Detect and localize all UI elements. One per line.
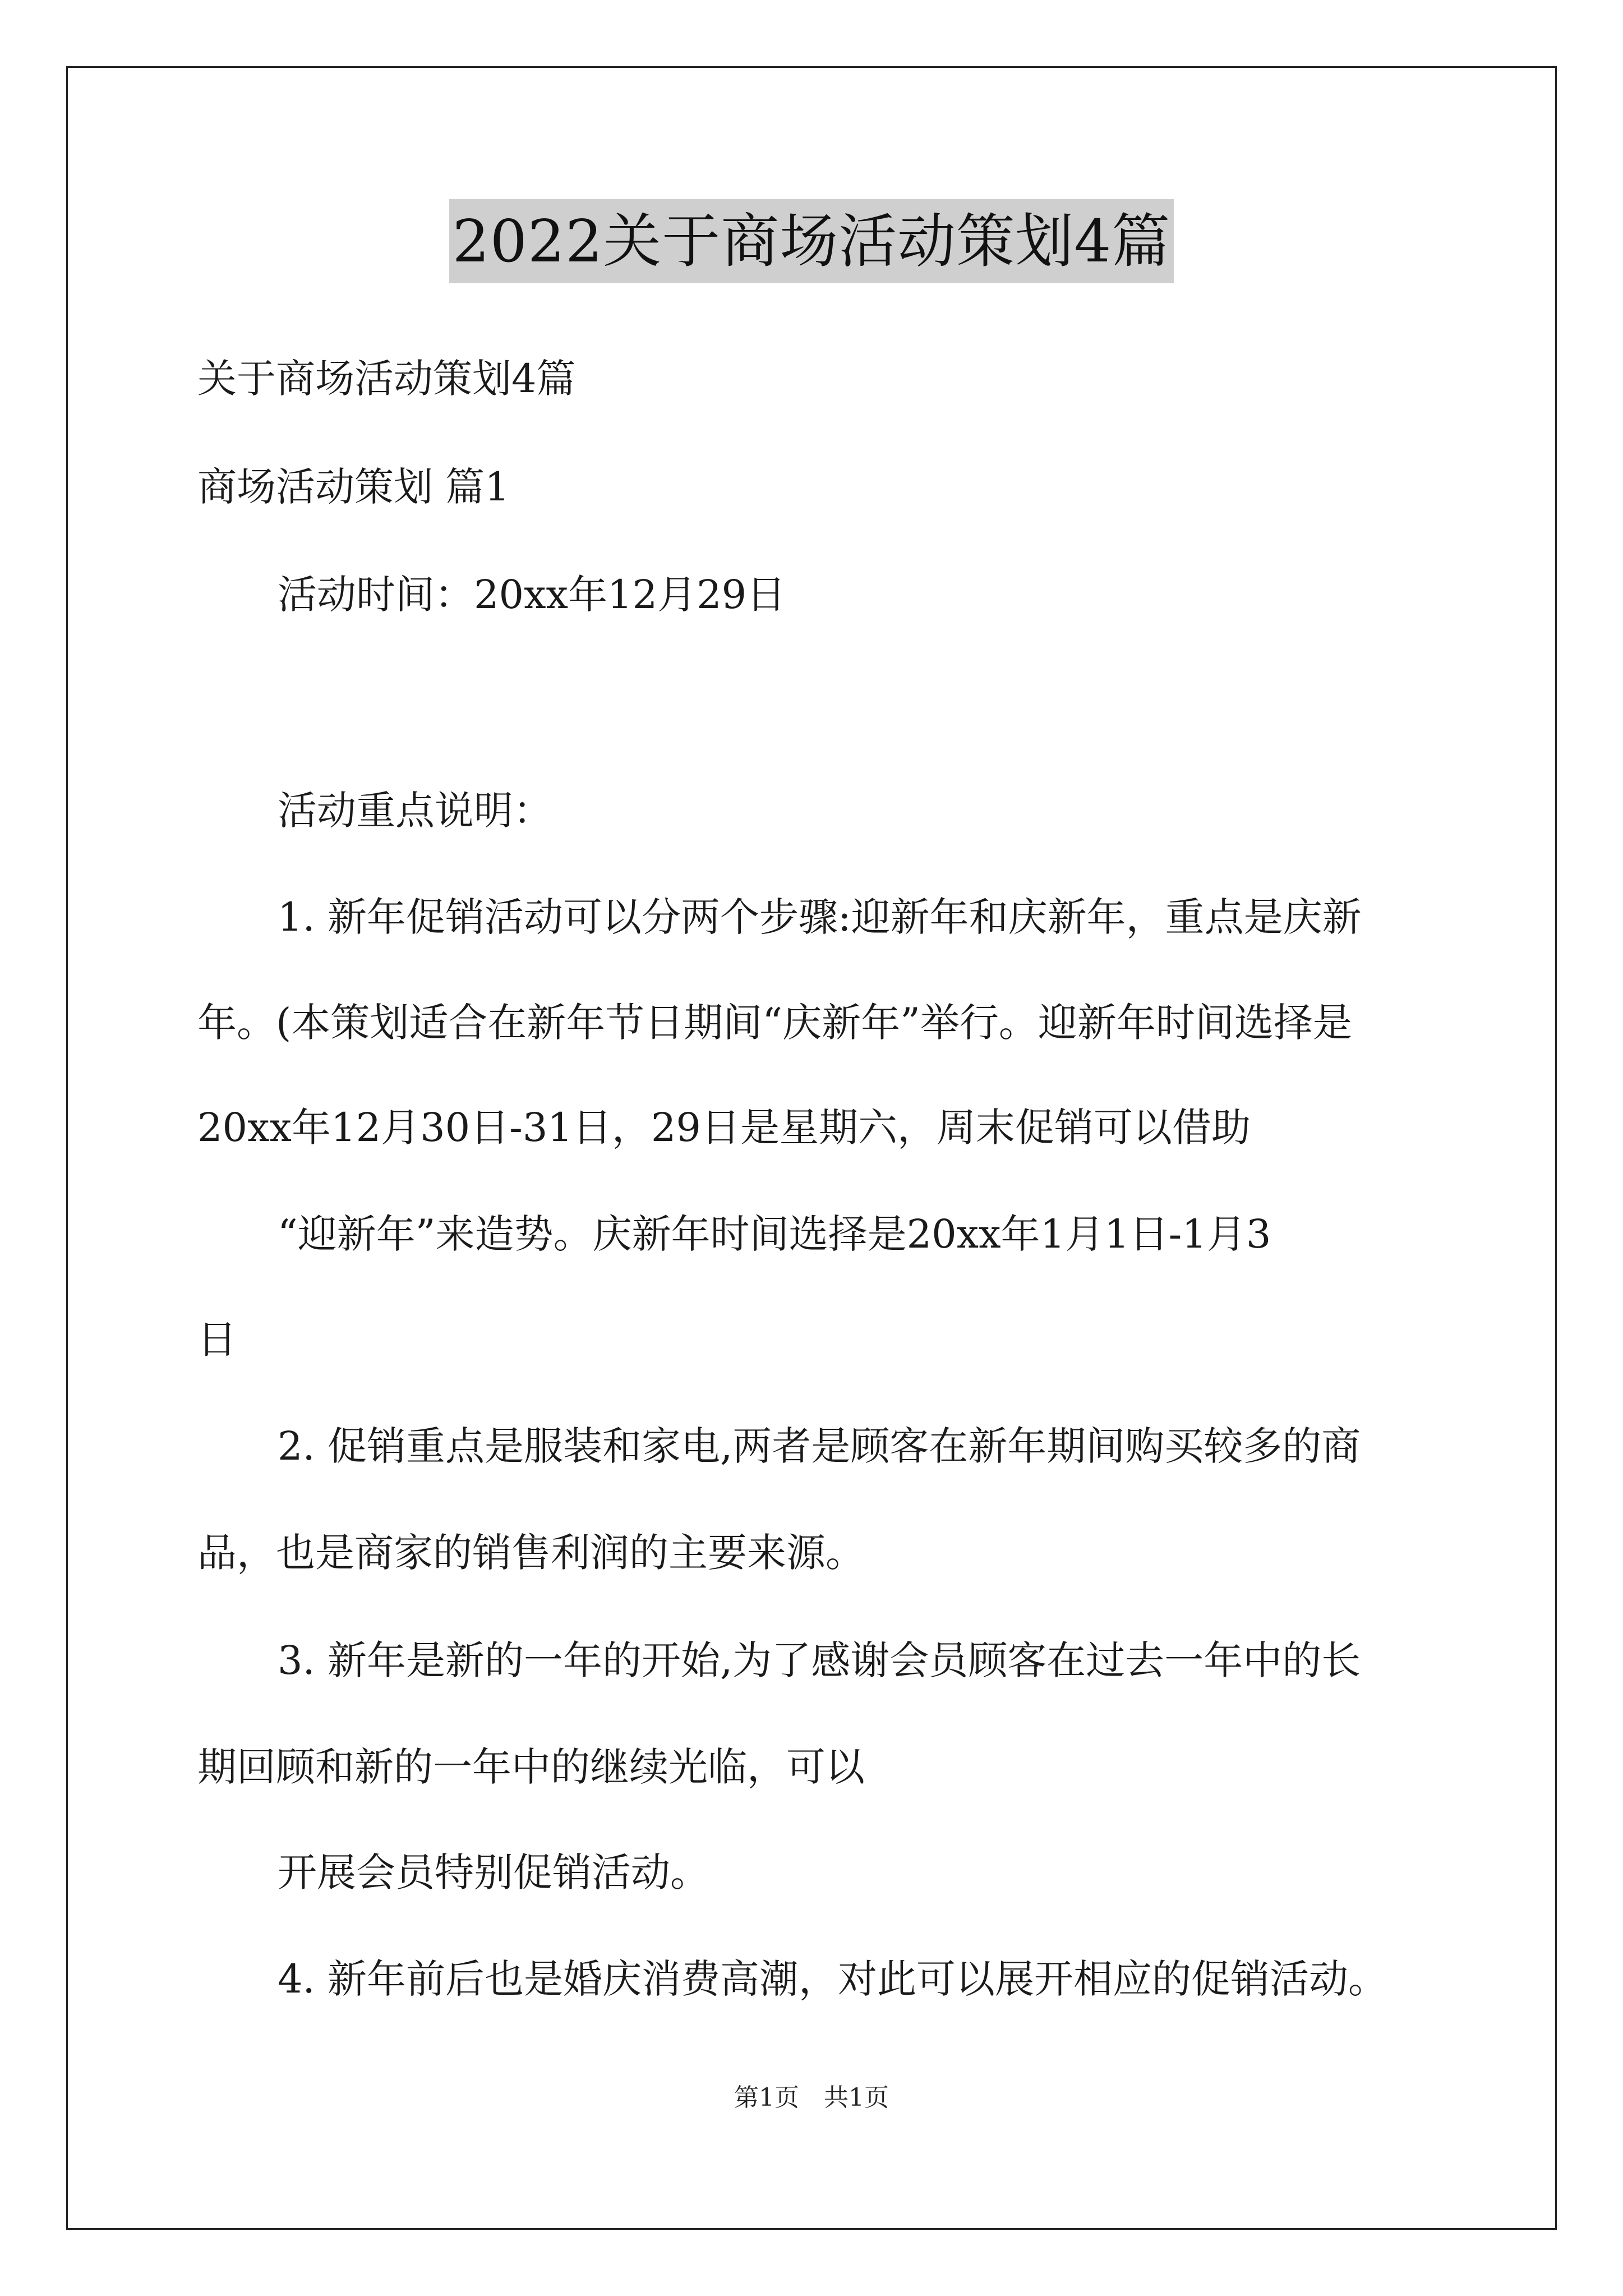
page-number-footer: 第1页 共1页 <box>734 2083 889 2112</box>
paragraph-line: 2. 促销重点是服装和家电,两者是顾客在新年期间购买较多的商 <box>278 1423 1361 1469</box>
paragraph-line: 活动重点说明： <box>278 788 552 834</box>
paragraph-line: “迎新年”来造势。庆新年时间选择是20xx年1月1日-1月3 <box>278 1211 1271 1257</box>
paragraph-line: 开展会员特别促销活动。 <box>278 1849 709 1895</box>
document-title: 2022关于商场活动策划4篇 <box>449 199 1174 283</box>
paragraph-line: 3. 新年是新的一年的开始,为了感谢会员顾客在过去一年中的长 <box>278 1637 1361 1683</box>
subtitle-line: 关于商场活动策划4篇 <box>197 356 576 402</box>
paragraph-line: 期回顾和新的一年中的继续光临，可以 <box>197 1744 865 1790</box>
paragraph-line: 品，也是商家的销售利润的主要来源。 <box>197 1530 865 1576</box>
paragraph-line: 年。(本策划适合在新年节日期间“庆新年”举行。迎新年时间选择是 <box>197 1000 1352 1046</box>
title-container <box>0 199 1623 283</box>
paragraph-line: 1. 新年促销活动可以分两个步骤:迎新年和庆新年，重点是庆新 <box>278 894 1362 940</box>
paragraph-line: 4. 新年前后也是婚庆消费高潮，对此可以展开相应的促销活动。 <box>278 1956 1388 2002</box>
paragraph-line: 20xx年12月30日-31日，29日是星期六，周末促销可以借助 <box>197 1105 1251 1151</box>
paragraph-line: 日 <box>197 1317 237 1363</box>
section-heading: 商场活动策划 篇1 <box>197 464 510 510</box>
paragraph-line: 活动时间：20xx年12月29日 <box>278 572 786 618</box>
